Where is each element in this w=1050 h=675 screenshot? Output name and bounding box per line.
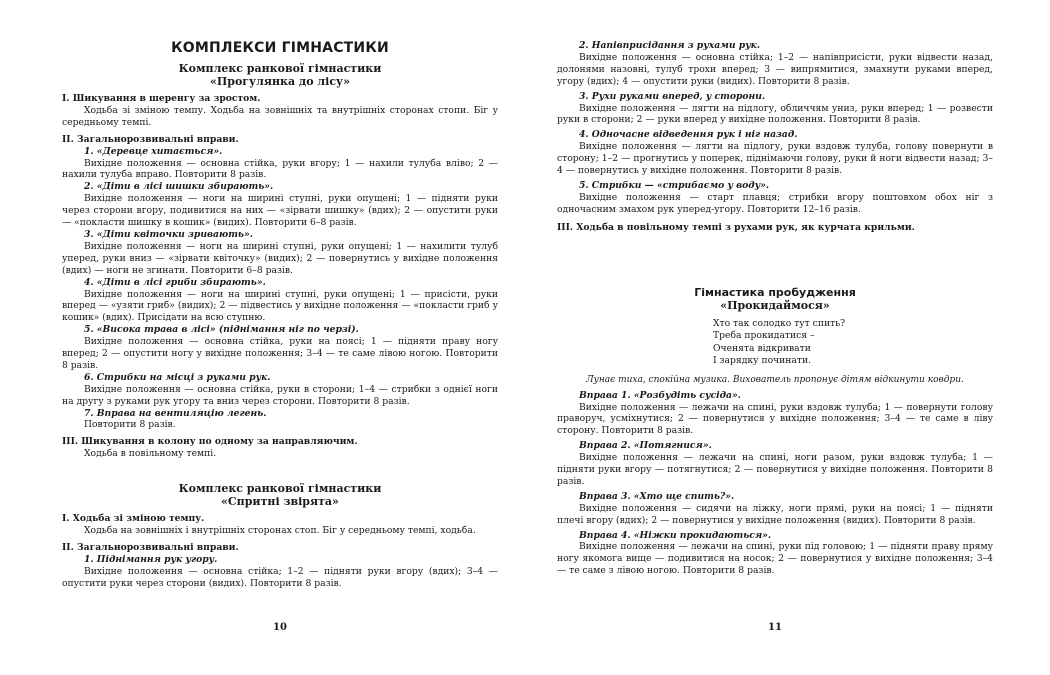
complex2-section2-heading: ІІ. Загальнорозвивальні вправи. bbox=[62, 542, 239, 553]
wakeup-ex2-title: Вправа 2. «Потягнися». bbox=[579, 440, 712, 452]
wakeup-title: Гімнастика пробудження bbox=[694, 285, 856, 299]
complex1-section3-heading: ІІІ. Шикування в колону по одному за направляючим. bbox=[62, 436, 358, 448]
complex1-ex4-title: 4. «Діти в лісі гриби збирають». bbox=[84, 276, 266, 288]
complex2-ex2-title: 2. Напівприсідання з рухами рук. bbox=[579, 40, 761, 51]
complex2-subtitle: «Спритні звірята» bbox=[221, 495, 339, 509]
complex1-title: Комплекс ранкової гімнастики bbox=[178, 62, 382, 75]
wakeup-ex2-text: Вихідне положення — лежачи на спині, ноги разом, руки вздовж тулуба; 1 — підняти руки вгору — потягнутися; 2 — повернутися у вихідне положення. Повторити 8 разів. bbox=[557, 452, 993, 487]
wakeup-ex3-title: Вправа 3. «Хто ще спить?». bbox=[579, 490, 735, 502]
wakeup-ex3-text: Вихідне положення — сидячи на ліжку, ноги прямі, руки на поясі; 1 — підняти плечі вгору (вдих); 2 — повернутися у вихідне положення (видих). Повторити 8 разів. bbox=[557, 502, 993, 526]
wakeup-ex1-title: Вправа 1. «Розбудіть сусіда». bbox=[579, 389, 741, 401]
poem-line: Оченята відкривати bbox=[713, 342, 811, 354]
complex2-section3-heading: ІІІ. Ходьба в повільному темпі з рухами рук, як курчата крильми. bbox=[557, 221, 915, 233]
wakeup-note: Лунає тиха, спокійна музика. Вихователь пропонує дітям відкинути ковдри. bbox=[586, 374, 964, 385]
complex1-ex6-text: Вихідне положення — основна стійка, руки в сторони; 1–4 — стрибки з однієї ноги на другу з руками рук угору та вниз через сторони. Повторити 8 разів. bbox=[62, 383, 498, 407]
complex2-ex5-text: Вихідне положення — старт плавця; стрибки вгору поштовхом обох ніг з одночасним змахом рук уперед-угору. Повторити 12–16 разів. bbox=[557, 191, 993, 215]
wakeup-subtitle: «Прокидаймося» bbox=[720, 298, 830, 312]
complex1-ex1-text: Вихідне положення — основна стійка, руки вгору; 1 — нахили тулуба вліво; 2 — нахили тулуба вправо. Повторити 8 разів. bbox=[62, 157, 498, 181]
complex2-ex4-title: 4. Одночасне відведення рук і ніг назад. bbox=[579, 129, 798, 141]
complex1-section2-heading: ІІ. Загальнорозвивальні вправи. bbox=[62, 133, 239, 145]
poem-line: Треба прокидатися – bbox=[713, 330, 815, 342]
left-page-content bbox=[62, 40, 498, 590]
wakeup-ex1-text: Вихідне положення — лежачи на спині, руки вздовж тулуба; 1 — повернути голову праворуч, усміхнутися; 2 — повернутися у вихідне положення; 3–4 — те саме в ліву сторону. Повторити 8 разів. bbox=[557, 401, 993, 437]
complex1-ex5-title: 5. «Висока трава в лісі» (піднімання ніг по черзі). bbox=[84, 324, 359, 336]
complex2-ex5-title: 5. Стрибки — «стрибаємо у воду». bbox=[579, 179, 770, 191]
complex2-ex1-text: Вихідне положення — основна стійка; 1–2 — підняти руки вгору (вдих); 3–4 — опустити руки через сторони (видих). Повторити 8 разів. bbox=[62, 565, 498, 589]
page-number-left: 10 bbox=[273, 622, 287, 633]
complex1-section1-text: Ходьба зі зміною темпу. Ходьба на зовнішніх та внутрішніх сторонах стопи. Біг у середньому темпі. bbox=[62, 104, 498, 128]
complex1-ex4-text: Вихідне положення — ноги на ширині ступні, руки опущені; 1 — присісти, руки вперед — «узяти гриб» (видих); 2 — підвестись у вихідне положення — «покласти гриб у кошик» (вдих). Присідати на всю ступню. bbox=[62, 288, 498, 324]
complex1-ex3-text: Вихідне положення — ноги на ширині ступні, руки опущені; 1 — нахилити тулуб уперед, руки вниз — «зірвати квіточку» (видих); 2 — повернутись у вихідне положення (вдих) — ноги не згинати. Повторити 6–8 разів. bbox=[62, 240, 498, 276]
complex1-subtitle: «Прогулянка до лісу» bbox=[210, 75, 350, 88]
complex1-section3-text: Ходьба в повільному темпі. bbox=[84, 448, 217, 460]
complex2-ex2-text: Вихідне положення — основна стійка; 1–2 — напівприсісти, руки відвести назад, долонями назовні, тулуб трохи вперед; 3 — випрямитися, змахнути руками вперед, угору (вдих); 4 — опустити руки (видих). Повторити 8 разів. bbox=[557, 51, 993, 87]
complex2-ex3-title: 3. Рухи руками вперед, у сторони. bbox=[579, 90, 766, 102]
complex1-ex6-title: 6. Стрибки на місці з руками рук. bbox=[84, 371, 271, 383]
complex1-ex2-title: 2. «Діти в лісі шишки збирають». bbox=[84, 181, 274, 193]
complex1-ex7-title: 7. Вправа на вентиляцію легень. bbox=[84, 407, 267, 419]
wakeup-ex4-title: Вправа 4. «Ніжки прокидаються». bbox=[579, 529, 772, 541]
complex1-ex3-title: 3. «Діти квіточки зривають». bbox=[84, 228, 253, 240]
complex1-ex5-text: Вихідне положення — основна стійка, руки на поясі; 1 — підняти праву ногу вперед; 2 — опустити ногу у вихідне положення; 3–4 — те саме лівою ногою. Повторити 8 разів. bbox=[62, 336, 498, 371]
poem-line: І зарядку починати. bbox=[713, 355, 812, 367]
complex1-section1-heading: І. Шикування в шеренгу за зростом. bbox=[62, 93, 261, 104]
complex1-ex7-text: Повторити 8 разів. bbox=[84, 419, 176, 431]
complex2-section1-text: Ходьба на зовнішніх і внутрішніх сторонах стоп. Біг у середньому темпі, ходьба. bbox=[84, 525, 476, 537]
page-number-right: 11 bbox=[768, 622, 782, 633]
complex2-ex1-title: 1. Піднімання рук угору. bbox=[84, 553, 218, 565]
complex2-ex3-text: Вихідне положення — лягти на підлогу, обличчям униз, руки вперед; 1 — розвести руки в сторони; 2 — руки вперед у вихідне положення. Повторити 8 разів. bbox=[557, 102, 993, 126]
poem-line: Хто так солодко тут спить? bbox=[713, 317, 846, 329]
right-page-content bbox=[557, 40, 993, 577]
complex1-ex1-title: 1. «Деревце хитається». bbox=[84, 145, 223, 157]
wakeup-poem bbox=[557, 318, 993, 368]
spacer bbox=[62, 460, 498, 482]
complex1-ex2-text: Вихідне положення — ноги на ширині ступні, руки опущені; 1 — підняти руки через сторони вгору, подивитися на них — «зірвати шишку» (вдих); 2 — опустити руки — «покласти шишку в кошик» (видих). Повторити 6–8 разів. bbox=[62, 193, 498, 229]
wakeup-ex4-text: Вихідне положення — лежачи на спині, руки під головою; 1 — підняти праву пряму ногу якомога вище — подивитися на носок; 2 — повернутися у вихідне положення; 3–4 — те саме з лівою ногою. Повторити 8 разів. bbox=[557, 541, 993, 577]
complex2-title: Комплекс ранкової гімнастики bbox=[178, 482, 382, 496]
spacer bbox=[557, 234, 993, 286]
page-title: КОМПЛЕКСИ ГІМНАСТИКИ bbox=[171, 40, 389, 56]
complex2-section1-heading: І. Ходьба зі зміною темпу. bbox=[62, 513, 205, 525]
complex2-ex4-text: Вихідне положення — лягти на підлогу, руки вздовж тулуба, голову повернути в сторону; 1–2 — прогнутись у поперек, піднімаючи голову, руки й ноги відвести назад; 3–4 — повернутись у вихідне положення. Повторити 8 разів. bbox=[557, 141, 993, 177]
